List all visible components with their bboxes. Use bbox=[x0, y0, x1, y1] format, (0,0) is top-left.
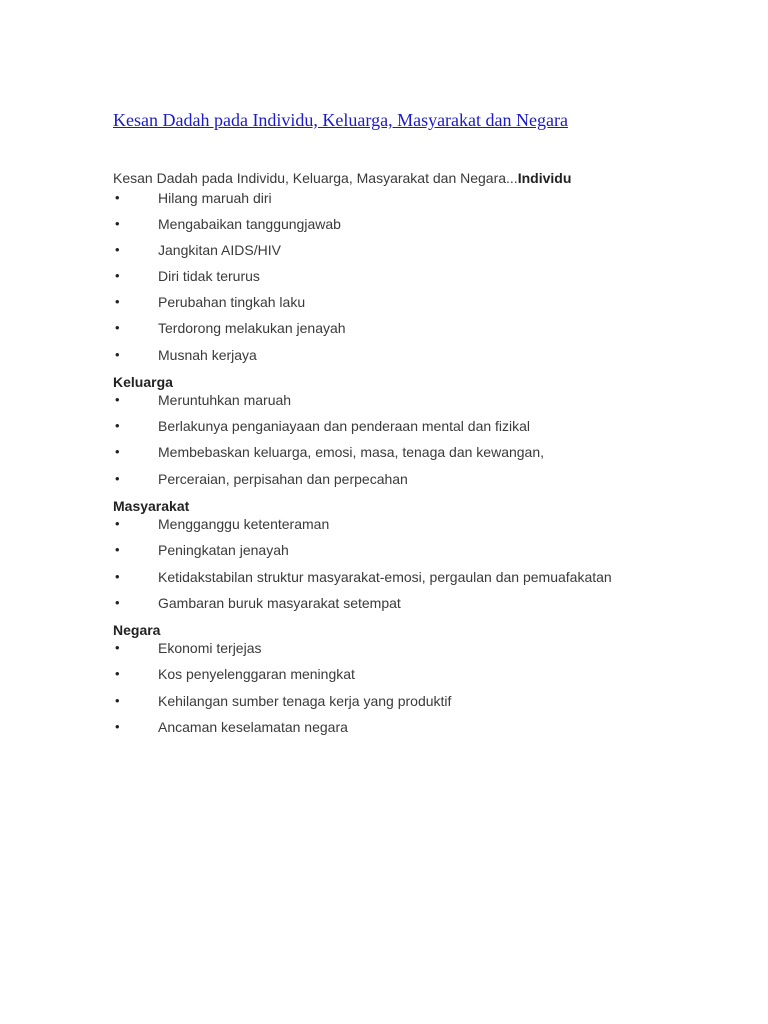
bullet: • bbox=[115, 569, 120, 584]
bullet: • bbox=[115, 693, 120, 708]
list-item-text: Kos penyelenggaran meningkat bbox=[158, 666, 355, 682]
bullet: • bbox=[115, 640, 120, 655]
list-item-text: Peningkatan jenayah bbox=[158, 542, 289, 558]
bullet: • bbox=[115, 418, 120, 433]
bullet: • bbox=[115, 516, 120, 531]
list-item-text: Membebaskan keluarga, emosi, masa, tenaga dan kewangan, bbox=[158, 444, 545, 460]
list-item-text: Ancaman keselamatan negara bbox=[158, 719, 348, 735]
bullet: • bbox=[115, 595, 120, 610]
intro-text: Kesan Dadah pada Individu, Keluarga, Masyarakat dan Negara... bbox=[113, 170, 518, 186]
list-item-text: Mengganggu ketenteraman bbox=[158, 516, 330, 532]
list-item-text: Ketidakstabilan struktur masyarakat-emosi, pergaulan dan pemuafakatan bbox=[158, 569, 612, 585]
document-title-link[interactable]: Kesan Dadah pada Individu, Keluarga, Masyarakat dan Negara bbox=[113, 110, 568, 130]
list-item-text: Perceraian, perpisahan dan perpecahan bbox=[158, 471, 408, 487]
section-heading-masyarakat: Masyarakat bbox=[113, 498, 190, 514]
bullet: • bbox=[115, 242, 120, 257]
list-item-text: Perubahan tingkah laku bbox=[158, 294, 306, 310]
list-item-text: Berlakunya penganiayaan dan penderaan mental dan fizikal bbox=[158, 418, 531, 434]
list-item-text: Diri tidak terurus bbox=[158, 268, 260, 284]
list-item-text: Gambaran buruk masyarakat setempat bbox=[158, 595, 401, 611]
list-item-text: Mengabaikan tanggungjawab bbox=[158, 216, 341, 232]
section-heading-keluarga: Keluarga bbox=[113, 374, 173, 390]
bullet: • bbox=[115, 190, 120, 205]
intro-bold-heading: Individu bbox=[517, 170, 572, 186]
bullet: • bbox=[115, 666, 120, 681]
section-heading-negara: Negara bbox=[113, 622, 161, 638]
bullet: • bbox=[115, 719, 120, 734]
list-item-text: Terdorong melakukan jenayah bbox=[158, 320, 346, 336]
list-item-text: Kehilangan sumber tenaga kerja yang produktif bbox=[158, 693, 452, 709]
bullet: • bbox=[115, 347, 120, 362]
list-item-text: Ekonomi terjejas bbox=[158, 640, 262, 656]
list-item-text: Musnah kerjaya bbox=[158, 347, 257, 363]
bullet: • bbox=[115, 320, 120, 335]
list-item-text: Meruntuhkan maruah bbox=[158, 392, 292, 408]
bullet: • bbox=[115, 542, 120, 557]
list-item-text: Jangkitan AIDS/HIV bbox=[158, 242, 281, 258]
bullet: • bbox=[115, 444, 120, 459]
list-item-text: Hilang maruah diri bbox=[158, 190, 272, 206]
bullet: • bbox=[115, 294, 120, 309]
bullet: • bbox=[115, 268, 120, 283]
bullet: • bbox=[115, 471, 120, 486]
bullet: • bbox=[115, 392, 120, 407]
bullet: • bbox=[115, 216, 120, 231]
intro-paragraph bbox=[113, 170, 571, 186]
